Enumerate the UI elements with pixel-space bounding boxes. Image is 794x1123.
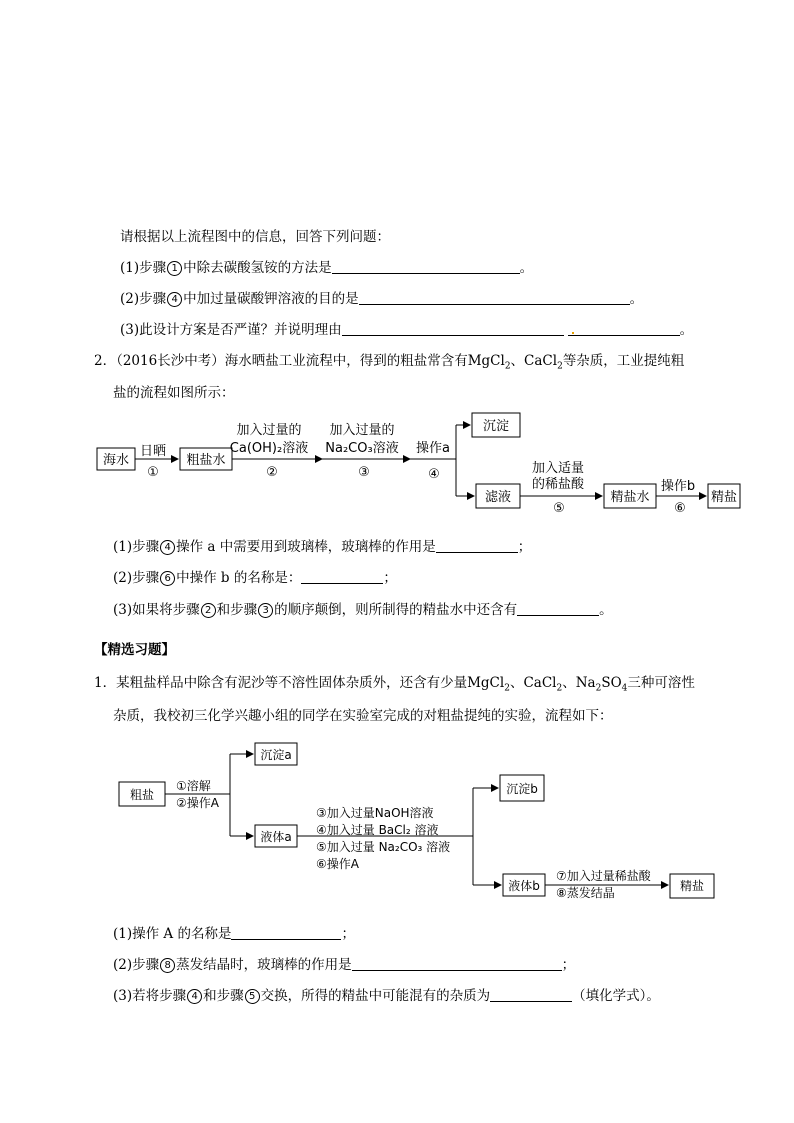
s1-question-1: (1)步骤 1 中除去碳酸氢铵的方法是 。 bbox=[120, 260, 534, 276]
step-circle: 5 bbox=[245, 989, 260, 1004]
node-filtrate: 滤液 bbox=[484, 490, 512, 505]
step-circle: 4 bbox=[167, 292, 182, 307]
label-add2-b: Na₂CO₃溶液 bbox=[325, 441, 399, 456]
label-add1-b: Ca(OH)₂溶液 bbox=[229, 441, 309, 456]
p2-question-2: (2)步骤 6 中操作 b 的名称是： ； bbox=[113, 570, 397, 586]
step-circle: 2 bbox=[201, 603, 216, 618]
node-crude: 粗盐 bbox=[129, 788, 155, 802]
answer-blank[interactable] bbox=[568, 321, 680, 336]
label-step-3: ③ bbox=[358, 465, 370, 480]
label-step-3: ③加入过量NaOH溶液 bbox=[316, 806, 434, 820]
answer-blank[interactable] bbox=[490, 987, 572, 1002]
label-step-5: ⑤加入过量 Na₂CO₃ 溶液 bbox=[316, 840, 451, 854]
label-step-4: ④加入过量 BaCl₂ 溶液 bbox=[316, 823, 439, 837]
sel-question-2: (2)步骤 8 蒸发结晶时，玻璃棒的作用是 ； bbox=[113, 957, 576, 973]
label-add1-a: 加入过量的 bbox=[236, 423, 302, 438]
step-circle: 4 bbox=[187, 989, 202, 1004]
sel-stem-line1: 1．某粗盐样品中除含有泥沙等不溶性固体杂质外，还含有少量MgCl$_2$、CaCl$_2$、$Na_2SO_4$三种可溶性 bbox=[94, 675, 695, 694]
sel-question-3: (3)若将步骤 4 和步骤 5 交换，所得的精盐中可能混有的杂质为 （填化学式）。 bbox=[113, 988, 660, 1004]
label-step-6: ⑥ bbox=[674, 501, 686, 516]
stray-mark bbox=[572, 332, 574, 334]
answer-blank[interactable] bbox=[231, 925, 341, 940]
node-seawater: 海水 bbox=[102, 453, 130, 468]
label-step-8: ⑧蒸发结晶 bbox=[556, 886, 615, 900]
p2-stem-line2: 盐的流程如图所示： bbox=[113, 385, 235, 401]
node-prec-a: 沉淀a bbox=[260, 748, 292, 762]
label-step-7: ⑦加入过量稀盐酸 bbox=[556, 869, 651, 883]
node-liquid-a: 液体a bbox=[260, 830, 292, 844]
step-circle: 3 bbox=[258, 603, 273, 618]
label-step-2: ② bbox=[266, 465, 278, 480]
node-crude-water: 粗盐水 bbox=[186, 453, 226, 468]
answer-blank[interactable] bbox=[352, 956, 562, 971]
intro-text: 请根据以上流程图中的信息，回答下列问题： bbox=[120, 229, 390, 245]
p2-flow-diagram bbox=[0, 408, 794, 518]
step-circle: 6 bbox=[160, 571, 175, 586]
section-heading: 【精选习题】 bbox=[94, 642, 175, 658]
label-add2-a: 加入过量的 bbox=[329, 423, 395, 438]
step-circle: 4 bbox=[160, 540, 175, 555]
label-add3-b: 的稀盐酸 bbox=[531, 477, 585, 492]
node-refined-salt: 精盐 bbox=[710, 490, 738, 505]
answer-blank[interactable] bbox=[342, 321, 564, 336]
answer-blank[interactable] bbox=[332, 259, 520, 274]
answer-blank[interactable] bbox=[359, 290, 630, 305]
answer-blank[interactable] bbox=[301, 569, 383, 584]
p2-question-1: (1)步骤 4 操作 a 中需要用到玻璃棒，玻璃棒的作用是 ； bbox=[113, 539, 532, 555]
step-circle: 1 bbox=[167, 261, 182, 276]
label-step-5: ⑤ bbox=[553, 501, 565, 516]
p2-question-3: (3)如果将步骤 2 和步骤 3 的顺序颠倒，则所制得的精盐水中还含有 。 bbox=[113, 602, 613, 618]
node-prec-b: 沉淀b bbox=[506, 782, 538, 796]
sel-stem-line2: 杂质，我校初三化学兴趣小组的同学在实验室完成的对粗盐提纯的实验，流程如下： bbox=[113, 708, 613, 724]
label-step-1: ① bbox=[147, 465, 159, 480]
label-op-b: 操作b bbox=[660, 479, 696, 494]
label-op-a: 操作a bbox=[416, 441, 450, 456]
node-salt: 精盐 bbox=[679, 879, 705, 893]
s1-question-2: (2)步骤 4 中加过量碳酸钾溶液的目的是 。 bbox=[120, 291, 644, 307]
node-liquid-b: 液体b bbox=[508, 879, 540, 893]
label-add3-a: 加入适量 bbox=[531, 461, 585, 476]
label-step-4: ④ bbox=[428, 467, 440, 482]
label-step-2: ②操作A bbox=[176, 796, 219, 810]
step-circle: 8 bbox=[160, 958, 175, 973]
node-refined-water: 精盐水 bbox=[610, 490, 650, 505]
answer-blank[interactable] bbox=[436, 538, 518, 553]
sel-question-1: (1)操作 A 的名称是 ； bbox=[113, 926, 355, 942]
label-step-6: ⑥操作A bbox=[316, 857, 359, 871]
p2-stem-line1: 2．（2016长沙中考）海水晒盐工业流程中，得到的粗盐常含有MgCl$_2$、CaCl$_2$等杂质，工业提纯粗 bbox=[94, 353, 685, 372]
answer-blank[interactable] bbox=[517, 601, 599, 616]
label-dry: 日晒 bbox=[139, 444, 167, 459]
sel-flow-diagram bbox=[0, 735, 794, 905]
s1-question-3: (3)此设计方案是否严谨？并说明理由 。 bbox=[120, 322, 694, 338]
label-step-1: ①溶解 bbox=[176, 779, 211, 793]
node-precipitate: 沉淀 bbox=[482, 419, 510, 434]
